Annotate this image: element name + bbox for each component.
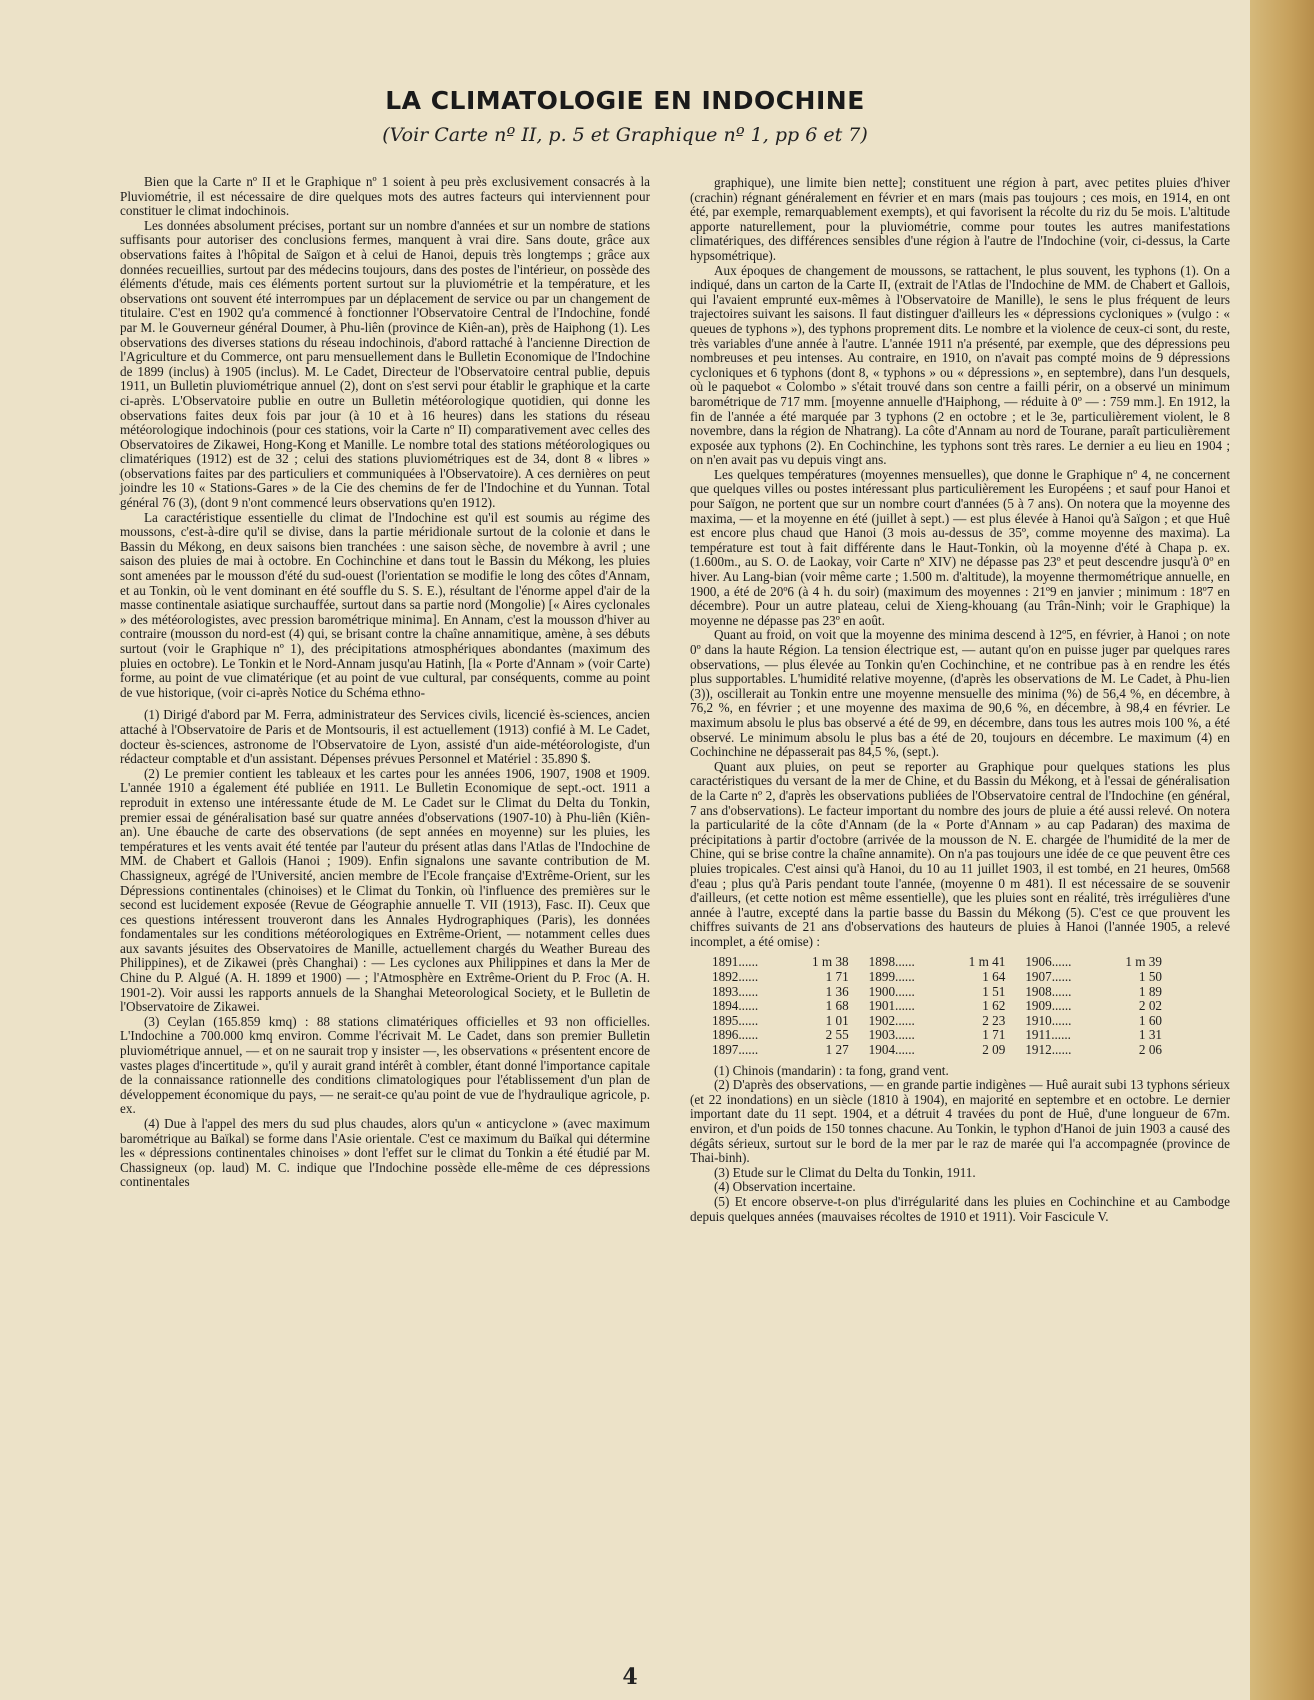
footnote: (4) Due à l'appel des mers du sud plus chaudes, alors qu'un « anticyclone » (avec maximum barométrique au Baïkal) se forme dans l'Asie orientale. C'est ce maximum du Baïkal qui détermine les « dépressions continentales chinoises » dont l'effet sur le climat du Tonkin a été étudié par M. Chassigneux (op. laud) M. C. indique que l'Indochine possède elle-même de ces dépressions continentales bbox=[120, 1116, 650, 1190]
right-column bbox=[690, 176, 1230, 1224]
table-cell-rainfall: 2 55 bbox=[825, 1027, 849, 1043]
table-cell-year: 1893...... bbox=[712, 983, 759, 999]
table-cell-rainfall: 1 89 bbox=[1138, 983, 1162, 999]
table-cell-rainfall: 1 m 38 bbox=[812, 954, 849, 970]
paragraph: graphique), une limite bien nette]; constituent une région à part, avec petites pluies d'hiver (crachin) régnant généralement en février et en mars (mais pas toujours ; ces mois, en 1914, en ont été, par exemple, remarquablement exempts), et qui favorisent la récolte du riz du 5e mois. L'altitude apporte naturellement, pour la pluviométrie, comme pour toutes les autres manifestations climatériques, des différences sensibles d'une région à l'autre de l'Indochine (voir, ci-dessus, la Carte hypsométrique). bbox=[690, 175, 1230, 263]
footnote: (1) Chinois (mandarin) : ta fong, grand vent. bbox=[714, 1062, 949, 1078]
table-row bbox=[710, 999, 1180, 1014]
footnote: (4) Observation incertaine. bbox=[714, 1179, 856, 1195]
table-row bbox=[710, 985, 1180, 1000]
left-column bbox=[120, 175, 650, 1190]
table-cell-year: 1894...... bbox=[712, 998, 759, 1014]
table-row bbox=[710, 1043, 1180, 1058]
paragraph: La caractéristique essentielle du climat de l'Indochine est qu'il est soumis au régime des moussons, c'est-à-dire qu'il se divise, dans la partie méridionale surtout de la colonie et dans le Bassin du Mékong, en deux saisons bien tranchées : une saison sèche, de novembre à avril ; une saison des pluies de mai à octobre. En Cochinchine et dans tout le Bassin du Mékong, les pluies sont amenées par le mousson d'été du sud-ouest (l'orientation se modifie le long des côtes d'Annam, et au Tonkin, où le vent dominant en été souffle du S. S. E.), résultant de l'énorme appel d'air de la masse continentale asiatique surchauffée, surtout dans sa partie nord (Mongolie) [« Aires cyclonales » des météorologistes, avec pression barométrique minima]. En Annam, c'est la mousson d'hiver au contraire (mousson du nord-est (4) qui, se brisant contre la chaîne annamitique, amène, à ses débuts surtout (voir le Graphique nº 1), des précipitations atmosphériques abondantes (maximum des pluies en octobre). Le Tonkin et le Nord-Annam jusqu'au Hatinh, [la « Porte d'Annam » (voir Carte) forme, au point de vue climatérique (et au point de vue cultural, par conséquents, comme au point de vue historique, (voir ci-après Notice du Schéma ethno- bbox=[120, 509, 650, 700]
page-subtitle: (Voir Carte nº II, p. 5 et Graphique nº 1, pp 6 et 7) bbox=[382, 124, 868, 146]
table-cell-year: 1899...... bbox=[868, 969, 915, 985]
table-cell-year: 1896...... bbox=[712, 1027, 759, 1043]
table-cell-rainfall: 2 06 bbox=[1138, 1042, 1162, 1058]
table-cell-year: 1903...... bbox=[868, 1027, 915, 1043]
table-row bbox=[710, 955, 1180, 970]
table-cell-rainfall: 1 51 bbox=[982, 983, 1006, 999]
table-cell-rainfall: 1 m 41 bbox=[968, 954, 1006, 970]
table-cell-year: 1908...... bbox=[1025, 983, 1072, 999]
table-cell-rainfall: 1 62 bbox=[982, 998, 1006, 1014]
table-cell-rainfall: 1 m 39 bbox=[1125, 954, 1162, 970]
table-row bbox=[710, 1028, 1180, 1043]
table-cell-year: 1910...... bbox=[1025, 1012, 1072, 1028]
table-cell-year: 1907...... bbox=[1025, 969, 1072, 985]
table-cell-rainfall: 2 09 bbox=[982, 1042, 1006, 1058]
table-cell-year: 1904...... bbox=[868, 1042, 915, 1058]
table-cell-rainfall: 1 71 bbox=[982, 1027, 1006, 1043]
table-cell-rainfall: 1 36 bbox=[825, 983, 849, 999]
paragraph: Bien que la Carte nº II et le Graphique nº 1 soient à peu près exclusivement consacrés à la Pluviométrie, il est nécessaire de dire quelques mots des autres facteurs qui interviennent pour constituer le climat indochinois. bbox=[120, 174, 650, 219]
paragraph: Aux époques de changement de moussons, se rattachent, le plus souvent, les typhons (1). On a indiqué, dans un carton de la Carte II, (extrait de l'Atlas de l'Indochine de MM. de Chabert et Gallois, qui l'avaient emprunté eux-mêmes à l'Observatoire de Manille), le sens le plus fréquent de leurs trajectoires suivant les saisons. Il faut distinguer d'ailleurs les « dépressions cycloniques » (vulgo : « queues de typhons »), des typhons proprement dits. Le nombre et la violence de ceux-ci sont, du reste, très variables d'une année à l'autre. L'année 1911 n'a présenté, par exemple, que des dépressions peu nombreuses et peu intenses. Au contraire, en 1910, on n'avait pas compté moins de 9 dépressions cycloniques et 6 typhons (dont 8, « typhons » ou « dépressions », en septembre), dans l'un desquels, où le paquebot « Colombo » s'était trouvé dans son centre a failli périr, on a observé un minimum barométrique de 717 mm. [moyenne annuelle d'Haiphong, — réduite à 0º — : 759 mm.]. En 1912, la fin de l'année a été marquée par 3 typhons (2 en octobre ; et le 3e, particulièrement violent, le 8 novembre, dans la région de Nhatrang). La côte d'Annam au nord de Tourane, paraît particulièrement exposée aux typhons (2). En Cochinchine, les typhons sont très rares. Le dernier a eu lieu en 1904 ; on n'en avait pas vu depuis vingt ans. bbox=[690, 262, 1230, 468]
table-cell-rainfall: 1 60 bbox=[1138, 1012, 1162, 1028]
table-cell-rainfall: 1 01 bbox=[825, 1012, 849, 1028]
footnote: (3) Ceylan (165.859 kmq) : 88 stations climatériques officielles et 93 non officielles. L'Indochine a 700.000 kmq environ. Comme l'écrivait M. Le Cadet, dans son premier Bulletin pluviométrique annuel, — et on ne saurait trop y insister —, les observations « présentent encore de vastes plages d'incertitude », qu'il y aurait grand intérêt à combler, étant donné l'importance capitale de la connaissance rationnelle des conditions climatologiques pour l'établissement d'un plan de développement économique du pays, — ne serait-ce qu'au point de vue de l'hydraulique agricole, p. ex. bbox=[120, 1013, 650, 1117]
footnote: (5) Et encore observe-t-on plus d'irrégularité dans les pluies en Cochinchine et au Cambodge depuis quelques années (mauvaises récoltes de 1910 et 1911). Voir Fascicule V. bbox=[690, 1193, 1230, 1224]
table-cell-year: 1909...... bbox=[1025, 998, 1072, 1014]
table-cell-rainfall: 1 31 bbox=[1138, 1027, 1162, 1043]
table-cell-year: 1892...... bbox=[712, 969, 759, 985]
paragraph: Quant aux pluies, on peut se reporter au Graphique pour quelques stations les plus caractéristiques du versant de la mer de Chine, et du Bassin du Mékong, et à l'essai de généralisation de la Carte nº 2, d'après les observations publiées de l'Observatoire central de l'Indochine (en général, 7 ans d'observations). Le facteur important du nombre des jours de pluie a été aussi relevé. On notera la particularité de la côte d'Annam (de la « Porte d'Annam » au cap Padaran) des maxima de précipitations à partir d'octobre (arrivée de la mousson de N. E. chargée de l'humidité de la mer de Chine, qui se brise contre la chaîne annamite). On n'a pas toujours une idée de ce que peuvent être ces pluies tropicales. C'est ainsi qu'à Hanoi, du 10 au 11 juillet 1903, il est tombé, en 21 heures, 0m568 d'eau ; plus qu'à Paris pendant toute l'année, (moyenne 0 m 481). Il est nécessaire de se souvenir d'ailleurs, (et cette notion est même essentielle), que les pluies sont en réalité, très irrégulières d'une année à l'autre, excepté dans la partie basse du Bassin du Mékong (5). C'est ce que prouvent les chiffres suivants de 21 ans d'observations des hauteurs de pluies à Hanoi (l'année 1905, a relevé incomplet, a été omise) : bbox=[690, 758, 1230, 949]
table-cell-year: 1897...... bbox=[712, 1042, 759, 1058]
table-cell-year: 1906...... bbox=[1025, 954, 1072, 970]
page-edge bbox=[1250, 0, 1314, 1700]
table-cell-year: 1900...... bbox=[868, 983, 915, 999]
paragraph: Les quelques températures (moyennes mensuelles), que donne le Graphique nº 4, ne concernent que quelques villes ou postes intéressant plus particulièrement les Européens ; et sauf pour Hanoi et pour Saïgon, ne portent que sur un nombre court d'années (5 à 7 ans). On notera que la moyenne des maxima, — et la moyenne en été (juillet à sept.) — est plus élevée à Hanoi qu'à Saïgon ; et que Huê est encore plus chaud que Hanoi (3 mois au-dessus de 35º, comme moyenne des maxima). La température est tout à fait différente dans le Haut-Tonkin, où la moyenne d'été à Chapa p. ex. (1.600m., au S. O. de Laokay, voir Carte nº XIV) ne dépasse pas 23º et peut descendre jusqu'à 0º en hiver. Au Lang-bian (voir même carte ; 1.500 m. d'altitude), la moyenne thermométrique annuelle, en 1900, a été de 20º6 (à 4 h. du soir) (maximum des moyennes : 21º9 en janvier ; minimum : 18º7 en décembre). Pour un autre plateau, celui de Xieng-khouang (au Trân-Ninh; voir le Graphique) la moyenne ne dépasse pas 23º en août. bbox=[690, 466, 1230, 628]
footnote: (2) D'après des observations, — en grande partie indigènes — Huê aurait subi 13 typhons sérieux (et 22 inondations) en un siècle (1810 à 1904), en majorité en septembre et en octobre. Le dernier important date du 11 sept. 1904, et a détruit 4 travées du pont de Huê, d'une longueur de 67m. environ, et d'un poids de 150 tonnes chacune. Au Tonkin, le typhon d'Hanoi de juin 1903 a causé des dégâts sérieux, surtout sur le bord de la mer par le raz de marée qui l'a accompagnée (province de Thai-binh). bbox=[690, 1077, 1230, 1166]
table-cell-rainfall: 1 71 bbox=[825, 969, 849, 985]
table-cell-year: 1912...... bbox=[1025, 1042, 1072, 1058]
page-number: 4 bbox=[622, 1664, 638, 1690]
table-cell-rainfall: 1 68 bbox=[825, 998, 849, 1014]
paragraph: Les données absolument précises, portant sur un nombre d'années et sur un nombre de stations suffisants pour autoriser des conclusions fermes, manquent à vrai dire. Sans doute, grâce aux observations faites à l'hôpital de Saïgon et à celui de Hanoi, depuis très longtemps ; grâce aux données recueillies, surtout par des médecins toujours, dans des postes de l'intérieur, on possède des éléments d'étude, mais ces éléments portent surtout sur la pluviométrie et la température, et les observations ont souvent été interrompues par un déplacement de service ou par un changement de titulaire. C'est en 1902 qu'a commencé à fonctionner l'Observatoire Central de l'Indochine, fondé par M. le Gouverneur général Doumer, à Phu-liên (province de Kiên-an), près de Haiphong (1). Les observations des diverses stations du réseau indochinois, d'abord rattaché à l'ancienne Direction de l'Agriculture et du Commerce, ont paru mensuellement dans le Bulletin Economique de l'Indochine de 1899 (inclus) à 1905 (inclus). M. Le Cadet, Directeur de l'Observatoire central publie, depuis 1911, un Bulletin pluviométrique annuel (2), dont on s'est servi pour établir le graphique et la carte ci-après. L'Observatoire publie en outre un Bulletin météorologique quotidien, qui donne les observations faites deux fois par jour (à 10 et à 16 heures) dans les stations du réseau météorologique indochinois (pour ces stations, voir la Carte nº II) comparativement avec celles des Observatoires de Zikawei, Hong-Kong et Manille. Le nombre total des stations météorologiques ou climatériques (1912) est de 32 ; celui des stations pluviométriques est de 34, dont 8 « libres » (observations faites par des particuliers et communiquées à l'Observatoire). A ces dernières on peut joindre les 10 « Stations-Gares » de la Cie des chemins de fer de l'Indochine et du Yunnan. Total général 76 (3), (dont 9 n'ont commencé leurs observations qu'en 1912). bbox=[120, 217, 650, 511]
table-cell-year: 1891...... bbox=[712, 954, 759, 970]
table-cell-year: 1901...... bbox=[868, 998, 915, 1014]
paragraph: Quant au froid, on voit que la moyenne des minima descend à 12º5, en février, à Hanoi ; on note 0º dans la haute Région. La tension électrique est, — autant qu'on en puisse juger par quelques rares observations, — plus élevée au Tonkin qu'en Cochinchine, et ne contribue pas à en rendre les étés plus supportables. L'humidité relative moyenne, (d'après les observations de M. Le Cadet, à Phu-lien (3)), oscillerait au Tonkin entre une moyenne mensuelle des minima (%) de 56,4 %, en décembre, à 76,2 %, en février ; et une moyenne des maxima de 90,6 %, en décembre, à 98,4 en février. Le maximum absolu le plus bas observé a été de 99, en décembre, dans tous les autres mois 100 %, a été observé. Le minimum absolu le plus bas a été de 20, toujours en décembre. Le maximum (4) en Cochinchine ne dépasserait pas 84,5 %, (sept.). bbox=[690, 627, 1230, 760]
table-cell-year: 1898...... bbox=[868, 954, 915, 970]
table-cell-rainfall: 1 50 bbox=[1138, 969, 1162, 985]
table-cell-rainfall: 1 64 bbox=[982, 969, 1006, 985]
rainfall-table bbox=[710, 955, 1180, 1057]
page-title: LA CLIMATOLOGIE EN INDOCHINE bbox=[385, 86, 865, 115]
table-cell-year: 1911...... bbox=[1025, 1027, 1071, 1043]
table-cell-rainfall: 1 27 bbox=[825, 1042, 849, 1058]
table-row bbox=[710, 970, 1180, 985]
table-cell-rainfall: 2 23 bbox=[982, 1012, 1006, 1028]
table-cell-year: 1895...... bbox=[712, 1012, 759, 1028]
table-row bbox=[710, 1014, 1180, 1029]
footnote: (1) Dirigé d'abord par M. Ferra, administrateur des Services civils, licencié ès-sciences, ancien attaché à l'Observatoire de Paris et de Montsouris, il est actuellement (1913) confié à M. Le Cadet, docteur ès-sciences, astronome de l'Observatoire de Lyon, assisté d'un aide-météorologiste, d'un rédacteur comptable et d'un assistant. Dépenses prévues Personnel et Matériel : 35.890 $. bbox=[120, 707, 650, 767]
footnote: (3) Etude sur le Climat du Delta du Tonkin, 1911. bbox=[714, 1164, 976, 1180]
footnote: (2) Le premier contient les tableaux et les cartes pour les années 1906, 1907, 1908 et 1909. L'année 1910 a également été publiée en 1911. Le Bulletin Economique de sept.-oct. 1911 a reproduit in extenso une intéressante étude de M. Le Cadet sur le Climat du Delta du Tonkin, premier essai de généralisation basé sur quatre années d'observations (1907-10) à Phu-liên (Kiên-an). Une ébauche de carte des observations (de sept années en moyenne) sur les pluies, les températures et les vents avait été tentée par l'auteur du présent atlas dans l'Atlas de l'Indochine de MM. de Chabert et Gallois (Hanoi ; 1909). Enfin signalons une savante contribution de M. Chassigneux, agrégé de l'Université, ancien membre de l'Ecole française d'Extrême-Orient, sur les Dépressions continentales (chinoises) et le Climat du Tonkin, où l'influence des premières sur le second est lucidement exposée (Revue de Géographie annuelle T. VII (1913), Fasc. II). Ceux que ces questions intéressent trouveront dans les Annales Hydrographiques (Paris), les données fondamentales sur les conditions météorologiques en Extrême-Orient, — notamment celles dues aux savants jésuites des Observatoires de Manille, actuellement chargés du Weather Bureau des Philippines), et de Zikawei (près Changhai) : — Les cyclones aux Philippines et dans la Mer de Chine du P. Algué (A. H. 1899 et 1900) — ; l'Atmosphère en Extrême-Orient du P. Froc (A. H. 1901-2). Voir aussi les rapports annuels de la Shanghai Meteorological Society, et le Bulletin de l'Observatoire de Zikawei. bbox=[120, 765, 650, 1015]
table-cell-rainfall: 2 02 bbox=[1138, 998, 1162, 1014]
table-cell-year: 1902...... bbox=[868, 1012, 915, 1028]
